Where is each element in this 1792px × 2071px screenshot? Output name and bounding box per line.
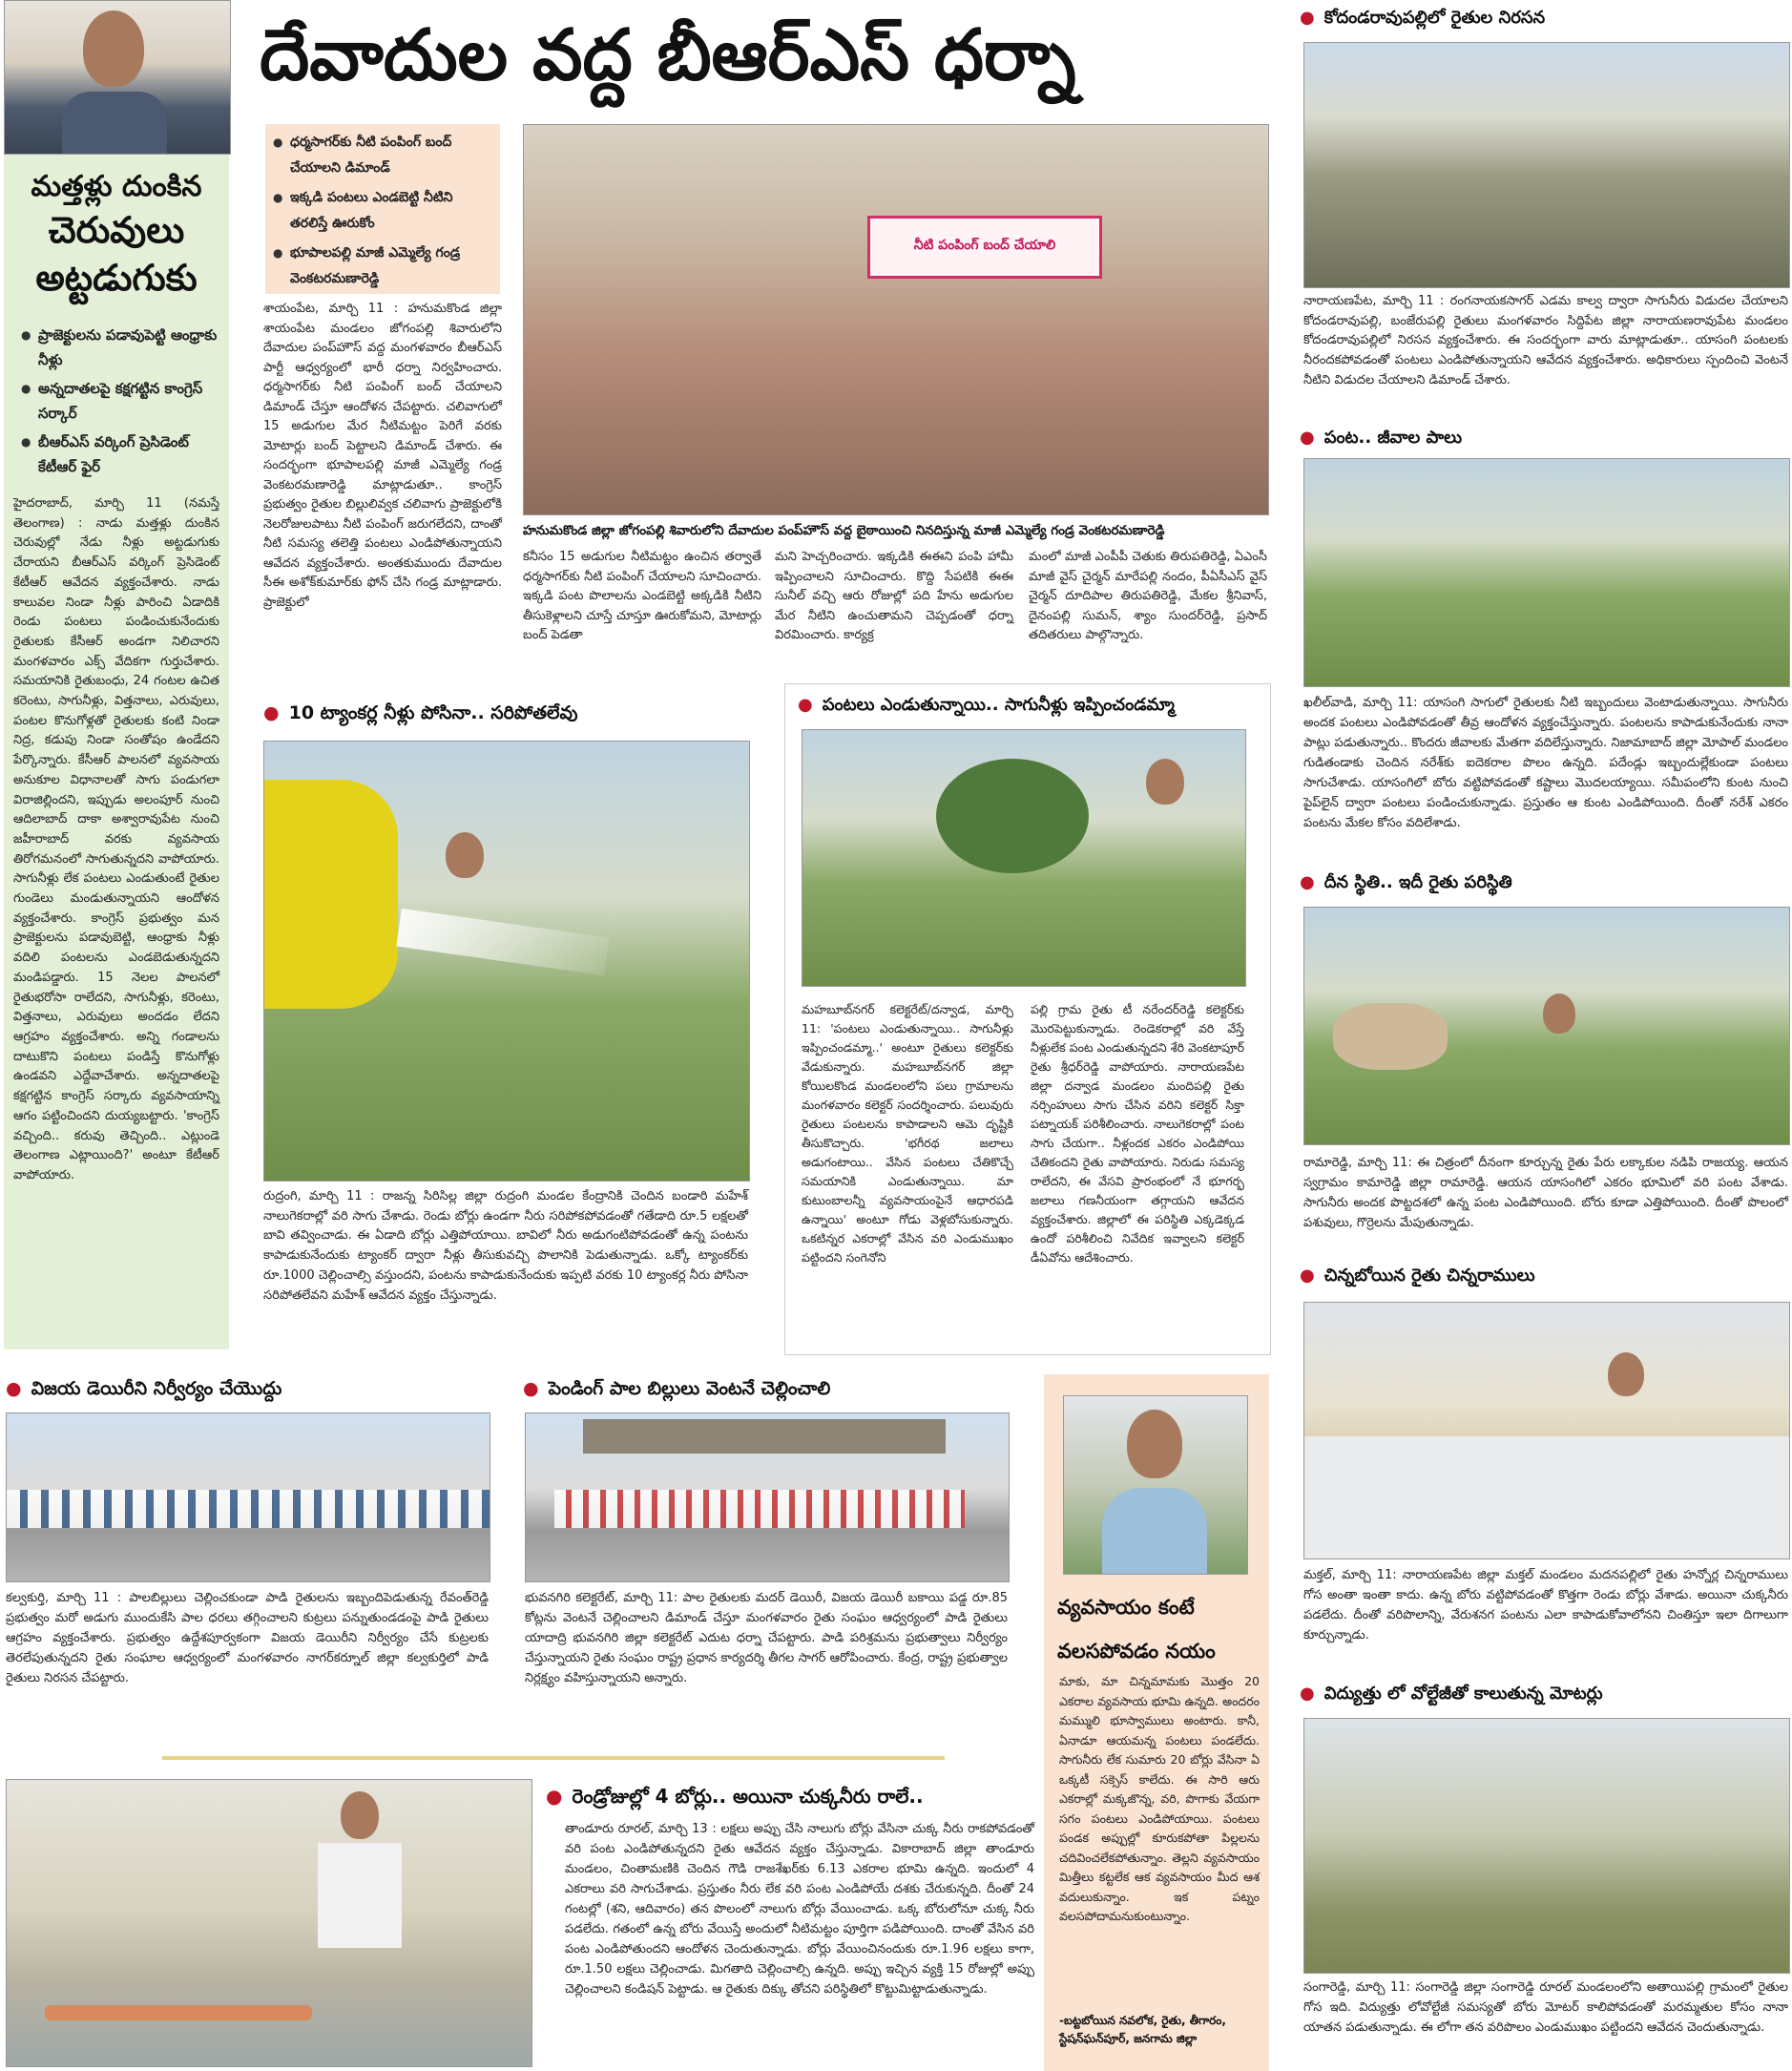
crops-body-left: మహబూబ్‌నగర్ కలెక్టరేట్/దన్వాడ, మార్చి 11: 'పంటలు ఎండుతున్నాయి.. సాగునీళ్లు ఇప్పించండమ్మా..' అంటూ రైతులు కలెక్టర్‌కు వేడుకున్నారు. మహబూబ్‌నగర్ జిల్లా కోయిలకొండ మండలంలోని పలు గ్రామాలను మంగళవారం కలెక్టర్ సందర్శించారు. పలువురు రైతులు పంటలను కాపాడాలని ఆమె దృష్టికి తీసుకొచ్చారు. 'భగీరథ జలాలు అడుగంటాయి.. వేసిన పంటలు చేతికొచ్చే సమయానికి ఎండుతున్నాయి. మా కుటుంబాలన్నీ వ్యవసాయంపైనే ఆధారపడి ఉన్నాయి' అంటూ గోడు వెళ్లబోసుకున్నారు. ఒకటిన్నర ఎకరాల్లో వేసిన వరి ఎండుముఖం పట్టిందని సంగెనోని [802,1002,1013,1265]
ktr-bullets [21,323,219,479]
s3-body: రామారెడ్డి, మార్చి 11: ఈ చిత్రంలో దీనంగా కూర్చున్న రైతు పేరు లక్కాకుల నడిపి రాజయ్య. ఆయన స్వగ్రామం కామారెడ్డి జిల్లా రామారెడ్డి. ఆయన యాసంగిలో ఎకరం భూమిలో వరి పంట వేశాడు. సాగునీరు అందక పొట్టదశలో ఉన్న పంట ఎండిపోయింది. బోరు కూడా ఎత్తిపోయింది. దీంతో పొలంలో పశువులు, గొర్రెలను మేపుతున్నాడు. [1303,1156,1788,1230]
s2-photo [1303,458,1790,687]
borewell-photo [6,1779,532,2067]
migration-body: మాకు, మా చిన్నమామకు మొత్తం 20 ఎకరాల వ్యవసాయ భూమి ఉన్నది. అందరం మమ్ములి భూస్వాములు అంటారు. కానీ, ఏనాడూ ఆయమన్న పంటలు పండలేదు. సాగునీరు లేక సుమారు 20 బోర్లు వేసినా ఏ ఒక్కటీ సక్సెస్ కాలేదు. ఈ సారి ఆరు ఎకరాల్లో మక్కజొన్న, వరి, పొగాకు వేయగా సగం పంటలు ఎండిపోయాయి. పంటలు పండక అప్పుల్లో కూరుకపోతా పిల్లలను చదివించలేకపోతున్నాం. తెల్లని వ్యవసాయం మిత్తీలు కట్టలేక ఆక వ్యవసాయం మీద ఆశ వదులుకున్నాం. ఇక పట్నం వలసపోదామనుకుంటున్నాం. [1059,1674,1260,1923]
main-body-left: శాయంపేట, మార్చి 11 : హనుమకొండ జిల్లా శాయంపేట మండలం జోగంపల్లి శివారులోని దేవాదుల పంప్‌హౌస్ వద్ద మంగళవారం బీఆర్ఎస్ పార్టీ ఆధ్వర్యంలో భారీ ధర్నా నిర్వహించారు. ధర్మసాగర్‌కు నీటి పంపింగ్ బంద్ చేయాలని డిమాండ్ చేస్తూ ఆందోళన చేపట్టారు. చలివాగులో 15 అడుగుల మేర నీటిమట్టం పెరిగే వరకు మోటార్లు బంద్ పెట్టాలని డిమాండ్ చేశారు. ఈ సందర్భంగా భూపాలపల్లి మాజీ ఎమ్మెల్యే గండ్ర వెంకటరమణారెడ్డి మాట్లాడుతూ.. కాంగ్రెస్ ప్రభుత్వం రైతుల బిల్లులివ్వక చలివాగు ప్రాజెక్టులోకి నెలరోజులపాటు నీటి పంపింగ్ జరుగలేదని, దాంతో నీటి సమస్య తలెత్తి పంటలు ఎండిపోతున్నాయని ఆవేదన వ్యక్తంచేశారు. అంతకుముందు దేవాదుల సీఈ అశోక్‌కుమార్‌కు ఫోన్ చేసి గండ్ర మాట్లాడారు. ప్రాజెక్టులో [263,302,502,610]
migration-byline: -బట్టబోయిన నవలోక, రైతు, తీగారం, స్టేషన్‌ఘన్‌పూర్, జనగామ జిల్లా [1059,2014,1226,2045]
main-body-c3: మంలో మాజీ ఎంపీపీ చెతుకు తిరుపతిరెడ్డి, ఏఎంసీ మాజీ వైస్ చైర్మన్ మారేపల్లి నందం, పీఏసీఎస్ వైస్ చైర్మన్ దూదిపాల తిరుపతిరెడ్డి, మేకల శ్రీనివాస్, దైనంపల్లి సుమన్, శ్యాం సుందర్‌రెడ్డి, ప్రసాద్ తదితరులు పాల్గొన్నారు. [1029,550,1267,642]
tanker-photo [263,741,750,1182]
dharna-banner [867,216,1102,279]
pending-title: ● పెండింగ్ పాల బిల్లులు వెంటనే చెల్లించాలి [523,1378,831,1399]
collector-photo [802,729,1246,987]
main-headline: దేవాదుల వద్ద బీఆర్ఎస్ ధర్నా [260,14,1076,96]
s4-photo [1303,1302,1790,1559]
migration-title [1057,1584,1258,1672]
main-bullet: ● ఇక్కడి పంటలు ఎండబెట్టి నీటిని తరలిస్తే ఊరుకోం [273,185,494,237]
vijaya-title-text: విజయ డెయిరీని నిర్వీర్యం చేయొద్దు [31,1378,282,1399]
ktr-title-line-2: చెరువులు [48,209,185,251]
migration-title-line-1: వ్యవసాయం కంటే [1057,1596,1195,1619]
pending-photo [525,1412,1010,1582]
s4-body: మక్తల్, మార్చి 11: నారాయణపేట జిల్లా మక్తల్ మండలం మదనపల్లిలో రైతు హన్నోర్ల చిన్నరాములు గోస అంతా ఇంతా కాదు. ఉన్న బోరు వట్టిపోవడంతో కొత్తగా రెండు బోర్లు వేశాడు. అయినా చుక్కనీరు పడలేదు. దీంతో వరిపొలాన్ని, వేరుశనగ పంటను ఎలా కాపాడుకోవాలోనని చింతిస్తూ ఇలా దిగాలుగా కూర్చున్నాడు. [1303,1568,1788,1642]
ktr-bullet: ● అన్నదాతలపై కక్షగట్టిన కాంగ్రెస్ సర్కార్ [21,376,219,426]
s5-title-text: విద్యుత్తు లో వోల్టేజీతో కాలుతున్న మోటర్లు [1323,1684,1603,1704]
s5-title: ● విద్యుత్తు లో వోల్టేజీతో కాలుతున్న మోటర్లు [1300,1684,1603,1704]
separator-rule [162,1756,945,1760]
s1-title: ● కోదండరావుపల్లిలో రైతుల నిరసన [1300,8,1546,28]
ktr-story-title [4,168,229,302]
tankers-title: ● 10 ట్యాంకర్ల నీళ్లు పోసినా.. సరిపోతలేవు [263,702,578,723]
ktr-bullet: ● బీఆర్ఎస్ వర్కింగ్ ప్రెసిడెంట్ కేటీఆర్ ఫైర్ [21,429,219,479]
borewell-title-text: రెండ్రోజుల్లో 4 బోర్లు.. అయినా చుక్కనీరు రాలే.. [572,1785,924,1808]
s2-title-text: పంట.. జీవాల పాలు [1323,428,1463,448]
borewell-title: ● రెండ్రోజుల్లో 4 బోర్లు.. అయినా చుక్కనీరు రాలే.. [546,1785,924,1808]
s2-title: ● పంట.. జీవాల పాలు [1300,428,1463,448]
migration-title-line-2: వలసపోవడం నయం [1057,1640,1216,1663]
borewell-body: తాండూరు రూరల్, మార్చి 13 : లక్షలు అప్పు చేసి నాలుగు బోర్లు వేసినా చుక్క నీరు రాకపోవడంతో వరి పంట ఎండిపోతున్నదని రైతు ఆవేదన వ్యక్తం చేస్తున్నాడు. వికారాబాద్ జిల్లా తాండూరు మండలం, చింతామణికి చెందిన గౌడి రాజశేఖర్‌కు 6.13 ఎకరాల భూమి ఉన్నది. ఇందులో 4 ఎకరాలు వరి సాగుచేశాడు. ప్రస్తుతం నీరు లేక వరి పంట ఎండిపోయే దశకు చేరుకున్నది. దీంతో 24 గంటల్లో (శని, ఆదివారం) తన పొలంలో నాలుగు బోర్లు వేయించాడు. ఒక్క బోరులోనూ చుక్క నీరు పడలేదు. గతంలో ఉన్న బోరు వేయిస్తే అందులో నీటిమట్టం పూర్తిగా పడిపోయింది. దాంతో వేసిన వరి పంట ఎండిపోతుందని ఆందోళన చెందుతున్నాడు. బోర్లు వేయించినందుకు రూ.1.96 లక్షలు కాగా, రూ.1.50 లక్షలు చెల్లించాడు. మిగతాది చెల్లించాల్సి ఉన్నది. అప్పు ఇచ్చిన వ్యక్తి 15 రోజుల్లో అప్పు చెల్లించాలని కండిషన్ పెట్టాడు. ఆ రైతుకు దిక్కు తోచని పరిస్థితిలో కొట్టుమిట్టాడుతున్నాడు. [565,1822,1034,1997]
s3-title-text: దీన స్థితి.. ఇదీ రైతు పరిస్థితి [1323,872,1512,892]
main-bullets [273,130,494,292]
dharna-photo-caption: హనుమకొండ జిల్లా జోగంపల్లి శివారులోని దేవాదుల పంప్‌హౌస్ వద్ద బైఠాయించి నినదిస్తున్న మాజీ ఎమ్మెల్యే గండ్ర వెంకటరమణారెడ్డి [523,523,1165,538]
s1-photo [1303,42,1790,288]
pending-title-text: పెండింగ్ పాల బిల్లులు వెంటనే చెల్లించాలి [548,1378,831,1399]
s1-body: నారాయణపేట, మార్చి 11 : రంగనాయకసాగర్ ఎడమ కాల్వ ద్వారా సాగునీరు విడుదల చేయాలని కోదండరావుపల్లి, బంజేరుపల్లి రైతులు మంగళవారం సిద్దిపేట జిల్లా నారాయణరావుపేట మండలం కోదండరావుపల్లిలో నిరసన వ్యక్తంచేశారు. ఈ సందర్భంగా వారు మాట్లాడుతూ.. యాసంగి పంటలకు నీరందకపోవడంతో పంటలు ఎండిపోతున్నాయని ఆవేదన వ్యక్తంచేశారు. అధికారులు స్పందించి వెంటనే నీటిని విడుదల చేయాలని డిమాండ్ చేశారు. [1303,294,1788,387]
s2-body: ఖలీల్‌వాడి, మార్చి 11: యాసంగి సాగులో రైతులకు నీటి ఇబ్బందులు వెంటాడుతున్నాయి. సాగునీరు అందక పంటలు ఎండిపోవడంతో తీవ్ర ఆందోళన వ్యక్తంచేస్తున్నారు. పంటలను కాపాడుకునేందుకు నానా పాట్లు పడుతున్నారు.. కొందరు జీవాలకు మేతగా వదిలేస్తున్నారు. నిజామాబాద్ జిల్లా మోపాల్ మండలం గుడితండాకు చెందిన నరేశ్‌కు ఐదెకరాల పొలం ఉన్నది. పదేండ్లు ఇబ్బందుల్లేకుండా పంటలు సాగుచేశాడు. యాసంగిలో బోరు వట్టిపోవడంతో కష్టాలు మొదలయ్యాయి. సమీపంలోని కుంట నుంచి పైప్‌లైన్ ద్వారా పంటలు పండించుకున్నాడు. ప్రస్తుతం ఆ కుంట ఎండిపోయింది. దీంతో నరేశ్ ఎకరం పంటను మేకల కోసం వదిలేశాడు. [1303,696,1788,830]
ktr-title-line-3: అట్టడుగుకు [35,257,198,299]
s4-title-text: చిన్నబోయిన రైతు చిన్నరాములు [1323,1266,1535,1286]
main-bullet: ● భూపాలపల్లి మాజీ ఎమ్మెల్యే గండ్ర వెంకటరమణారెడ్డి [273,241,494,292]
crops-body-right: పల్లి గ్రామ రైతు టీ నరేందర్‌రెడ్డి కలెక్టర్‌కు మొరపెట్టుకున్నాడు. రెండెకరాల్లో వరి వేస్తే నీళ్లులేక పంట ఎండుతున్నదని శేరి వెంకటాపూర్ రైతు శ్రీధర్‌రెడ్డి వాపోయారు. నారాయణపేట జిల్లా దన్వాడ మండలం మందిపల్లి రైతు నర్సింహులు సాగు చేసిన వరిని కలెక్టర్ సిక్తా పట్నాయక్ పరిశీలించారు. నాలుగెకరాల్లో పంట సాగు చేయగా.. నీళ్లందక ఎకరం ఎండిపోయి చేతికందని రైతు వాపోయారు. నిరుడు సమస్య రాలేదని, ఈ వేసవి ప్రారంభంలో నే భూగర్భ జలాలు గణనీయంగా తగ్గాయని ఆవేదన వ్యక్తంచేశారు. జిల్లాలో ఈ పరిస్థితి ఎక్కడెక్కడ ఉందో పరిశీలించి నివేదిక ఇవ్వాలని కలెక్టర్ డీఏవోను ఆదేశించారు. [1031,1002,1244,1265]
main-body-c1: కనీసం 15 అడుగుల నీటిమట్టం ఉంచిన తర్వాతే ధర్మసాగర్‌కు నీటి పంపింగ్ చేయాలని సూచించారు. ఇక్కడి పంట పొలాలను ఎండబెట్టి అక్కడికి నీటిని తీసుకెళ్లాలని చూస్తే చూస్తూ ఊరుకోమని, మోటార్లు బంద్ పెడతా [523,550,761,642]
dharna-photo [523,124,1269,515]
tanker-shape [264,780,398,1009]
s1-title-text: కోదండరావుపల్లిలో రైతుల నిరసన [1323,8,1546,28]
crops-title: ● పంటలు ఎండుతున్నాయి.. సాగునీళ్లు ఇప్పించండమ్మా [798,695,1175,715]
s5-body: సంగారెడ్డి, మార్చి 11: సంగారెడ్డి జిల్లా సంగారెడ్డి రూరల్ మండలంలోని అతాయిపల్లి గ్రామంలో రైతుల గోస ఇది. విద్యుత్తు లోవోల్టేజీ సమస్యతో బోరు మోటర్ కాలిపోవడంతో మరమ్మతుల కోసం నానా యాతన పడుతున్నాడు. ఈ లోగా తన వరిపొలం ఎండుముఖం పట్టిందని ఆవేదన చెందుతున్నాడు. [1303,1980,1788,2035]
farmer-woman-photo [1063,1395,1248,1575]
ktr-title-line-1: మత్తళ్లు దుంకిన [31,170,202,203]
crops-title-text: పంటలు ఎండుతున్నాయి.. సాగునీళ్లు ఇప్పించండమ్మా [822,695,1175,715]
tankers-body: రుద్రంగి, మార్చి 11 : రాజన్న సిరిసిల్ల జిల్లా రుద్రంగి మండల కేంద్రానికి చెందిన బండారి మహేశ్ నాలుగెకరాల్లో వరి సాగు చేశాడు. రెండు బోర్లు ఉండగా నీరు సరిపోకపోవడంతో గతేడాది రూ.5 లక్షలతో బావి తవ్వించాడు. ఈ ఏడాది బోర్లు ఎత్తిపోయాయి. బావిలో నీరు అడుగంటిపోవడంతో ఉన్న పంటను కాపాడుకునేందుకు ట్యాంకర్ ద్వారా నీళ్లు తీసుకువచ్చి పొలానికి పెడుతున్నాడు. ఒక్కో ట్యాంకర్‌కు రూ.1000 చెల్లించాల్సి వస్తుందని, పంటను కాపాడుకునేందుకు ఇప్పటి వరకు 10 ట్యాంకర్ల నీరు పోసినా సరిపోతలేవని మహేశ్ ఆవేదన వ్యక్తం చేస్తున్నాడు. [263,1189,748,1303]
pending-body: భువనగిరి కలెక్టరేట్, మార్చి 11: పాల రైతులకు మదర్ డెయిరీ, విజయ డెయిరీ బకాయి పడ్డ రూ.85 కోట్లను వెంటనే చెల్లించాలని డిమాండ్ చేస్తూ మంగళవారం రైతు సంఘం ఆధ్వర్యంలో పాడి రైతులు యాదాద్రి భువనగిరి జిల్లా కలెక్టరేట్ ఎదుట ధర్నా చేపట్టారు. పాడి పరిశ్రమను ప్రభుత్వాలు నిర్వీర్యం చేస్తున్నాయని రైతు సంఘం రాష్ట్ర ప్రధాన కార్యదర్శి తీగల సాగర్ ఆరోపించారు. కేంద్ర, రాష్ట్ర ప్రభుత్వాల నిర్లక్ష్యం వహిస్తున్నాయని అన్నారు. [525,1591,1008,1685]
main-body-c2: మని హెచ్చరించారు. ఇక్కడికి ఈఈని పంపి హామీ ఇప్పించాలని సూచించారు. కొద్ది సేపటికి ఈఈ సునీల్ వచ్చి ఆరు రోజుల్లో పది హేను అడుగుల మేర నీటిని ఉంచుతామని చెప్పడంతో ధర్నా విరమించారు. కార్యక్ర [775,550,1013,642]
vijaya-body: కల్వకుర్తి, మార్చి 11 : పాలబిల్లులు చెల్లించకుండా పాడి రైతులను ఇబ్బందిపెడుతున్న రేవంత్‌రెడ్డి ప్రభుత్వం మరో అడుగు ముందుకేసి పాల ధరలు తగ్గించాలని కుట్రలు పన్నుతుండడంపై పాడి రైతులు ఆగ్రహం వ్యక్తంచేశారు. ప్రభుత్వం ఉద్దేశపూర్వకంగా విజయ డెయిరీని నిర్వీర్యం చేసే కుట్రలకు తెరలేపుతున్నదని రైతు సంఘాల ఆధ్వర్యంలో మంగళవారం నాగర్‌కర్నూల్ జిల్లా కల్వకుర్తిలో పాడి రైతులు నిరసన చేపట్టారు. [6,1591,489,1685]
tankers-title-text: 10 ట్యాంకర్ల నీళ్లు పోసినా.. సరిపోతలేవు [288,702,578,723]
ktr-photo [4,0,231,155]
ktr-bullet: ● ప్రాజెక్టులను పడావుపెట్టి ఆంధ్రాకు నీళ్లు [21,323,219,372]
main-bullet: ● ధర్మసాగర్‌కు నీటి పంపింగ్ బంద్ చేయాలని డిమాండ్ [273,130,494,181]
ktr-body: హైదరాబాద్, మార్చి 11 (నమస్తే తెలంగాణ) : నాడు మత్తళ్లు దుంకిన చెరువుల్లో నేడు నీళ్లు అట్టడుగుకు చేరాయని బీఆర్ఎస్ వర్కింగ్ ప్రెసిడెంట్ కేటీఆర్ ఆవేదన వ్యక్తంచేశారు. నాడు కాలువల నిండా నీళ్లు పారించి ఏడాదికి రెండు పంటలు పండించుకునేందుకు రైతులకు కేసీఆర్ అండగా నిలిచారని మంగళవారం ఎక్స్ వేదికగా గుర్తుచేశారు. సమయానికి రైతుబంధు, 24 గంటల ఉచిత కరెంటు, సాగునీళ్లు, విత్తనాలు, ఎరువులు, పంటల కొనుగోళ్లతో రైతులకు కంటి నిండా నిద్ర, కడుపు నిండా సంతోషం ఉండేదని పేర్కొన్నారు. కేసీఆర్ పాలనలో వ్యవసాయ అనుకూల విధానాలతో సాగు పండుగలా విరాజిల్లిందని, ఇప్పుడు అలంపూర్ నుంచి ఆదిలాబాద్ దాకా అశ్వారావుపేట నుంచి జహీరాబాద్ వరకు వ్యవసాయ తిరోగమనంలో సాగుతున్నదని వాపోయారు. సాగునీళ్లు లేక పంటలు ఎండుతుంటే రైతుల గుండెలు మండుతున్నాయని ఆందోళన వ్యక్తంచేశారు. కాంగ్రెస్ ప్రభుత్వం మన ప్రాజెక్టులను పడావుబెట్టి, ఆంధ్రాకు నీళ్లు వదిలి పంటలను ఎండబెడుతున్నదని మండిపడ్డారు. 15 నెలల పాలనలో రైతుభరోసా రాలేదని, సాగునీళ్లు, కరెంటు, విత్తనాలు, ఎరువులు అందడం లేదని ఆగ్రహం వ్యక్తంచేశారు. అన్ని గండాలను దాటుకొని పంటలు పండిస్తే కొనుగోళ్లు ఉండవని ఎద్దేవాచేశారు. అన్నదాతలపై కక్షగట్టిన కాంగ్రెస్ సర్కారు వ్యవసాయాన్ని ఆగం పట్టించిందని దుయ్యబట్టారు. 'కాంగ్రెస్ వచ్చింది.. కరువు తెచ్చింది.. ఎట్లుండె తెలంగాణ ఎట్లాయింది?' అంటూ కేటీఆర్ వాపోయారు. [13,496,219,1182]
s3-photo [1303,907,1790,1145]
s5-photo [1303,1718,1790,1974]
vijaya-title: ● విజయ డెయిరీని నిర్వీర్యం చేయొద్దు [6,1378,282,1399]
s3-title: ● దీన స్థితి.. ఇదీ రైతు పరిస్థితి [1300,872,1512,892]
vijaya-photo [6,1412,490,1582]
s4-title: ● చిన్నబోయిన రైతు చిన్నరాములు [1300,1266,1535,1286]
dharna-banner-text: నీటి పంపింగ్ బంద్ చేయాలి [913,238,1056,253]
